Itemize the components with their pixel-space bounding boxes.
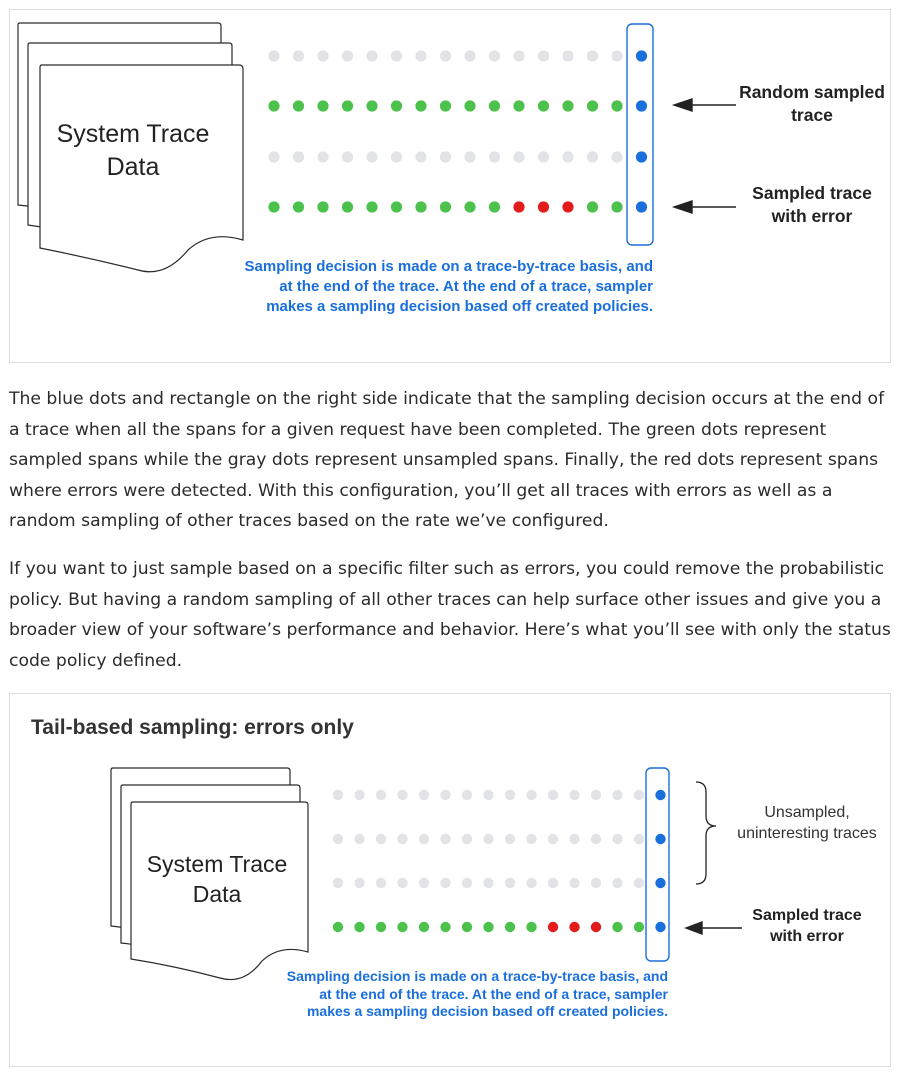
gray-span-dot — [440, 790, 450, 800]
gray-span-dot — [317, 50, 328, 61]
gray-span-dot — [397, 878, 407, 888]
green-span-dot — [505, 922, 515, 932]
gray-span-dot — [293, 151, 304, 162]
gray-span-dot — [489, 151, 500, 162]
green-span-dot — [440, 100, 451, 111]
trace-rows — [268, 50, 647, 212]
gray-span-dot — [419, 790, 429, 800]
gray-span-dot — [268, 50, 279, 61]
gray-span-dot — [538, 151, 549, 162]
curly-brace — [696, 782, 716, 884]
gray-span-dot — [333, 878, 343, 888]
gray-span-dot — [366, 151, 377, 162]
green-span-dot — [268, 201, 279, 212]
green-span-dot — [419, 922, 429, 932]
green-span-dot — [440, 922, 450, 932]
gray-span-dot — [634, 790, 644, 800]
gray-span-dot — [483, 790, 493, 800]
gray-span-dot — [415, 151, 426, 162]
gray-span-dot — [440, 834, 450, 844]
gray-span-dot — [464, 50, 475, 61]
gray-span-dot — [317, 151, 328, 162]
green-span-dot — [366, 100, 377, 111]
blue-span-dot — [636, 100, 647, 111]
green-span-dot — [440, 201, 451, 212]
green-span-dot — [333, 922, 343, 932]
green-span-dot — [587, 201, 598, 212]
doc-label: System Trace Data — [146, 851, 288, 907]
green-span-dot — [391, 201, 402, 212]
red-span-dot — [569, 922, 579, 932]
trace-rows — [333, 790, 666, 932]
gray-span-dot — [591, 790, 601, 800]
gray-span-dot — [419, 834, 429, 844]
gray-span-dot — [268, 151, 279, 162]
paragraph-errors-only: If you want to just sample based on a specific filter such as errors, you could remove the probabilistic policy. But having a random sampling of all other traces can help surface other issues and give you a broader view of your software’s performance and behavior. Here’s what you’ll see with only the status code policy defined. — [9, 559, 891, 671]
gray-span-dot — [634, 834, 644, 844]
gray-span-dot — [526, 790, 536, 800]
diagram-errors-only — [9, 693, 891, 1067]
gray-span-dot — [569, 878, 579, 888]
green-span-dot — [562, 100, 573, 111]
green-span-dot — [611, 201, 622, 212]
gray-span-dot — [464, 151, 475, 162]
gray-span-dot — [538, 50, 549, 61]
green-span-dot — [526, 922, 536, 932]
label-sampled-trace-with-error: Sampled trace with error — [752, 907, 862, 945]
green-span-dot — [342, 201, 353, 212]
gray-span-dot — [548, 834, 558, 844]
gray-span-dot — [612, 834, 622, 844]
red-span-dot — [513, 201, 524, 212]
red-span-dot — [562, 201, 573, 212]
gray-span-dot — [591, 834, 601, 844]
gray-span-dot — [483, 834, 493, 844]
green-span-dot — [415, 201, 426, 212]
gray-span-dot — [489, 50, 500, 61]
green-span-dot — [317, 201, 328, 212]
gray-span-dot — [569, 790, 579, 800]
gray-span-dot — [440, 151, 451, 162]
gray-span-dot — [562, 50, 573, 61]
gray-span-dot — [548, 790, 558, 800]
green-span-dot — [462, 922, 472, 932]
sampling-decision-note: Sampling decision is made on a trace-by-trace basis, and at the end of the trace. At the end of a trace, sampler makes a sampling decision based off created policies. — [244, 258, 653, 315]
green-span-dot — [483, 922, 493, 932]
gray-span-dot — [569, 834, 579, 844]
gray-span-dot — [505, 790, 515, 800]
gray-span-dot — [376, 878, 386, 888]
gray-span-dot — [562, 151, 573, 162]
green-span-dot — [293, 201, 304, 212]
green-span-dot — [415, 100, 426, 111]
green-span-dot — [489, 100, 500, 111]
doc-label: System Trace Data — [56, 120, 210, 181]
gray-span-dot — [415, 50, 426, 61]
gray-span-dot — [526, 878, 536, 888]
gray-span-dot — [611, 151, 622, 162]
label-random-sampled-trace: Random sampled trace — [739, 82, 885, 125]
red-span-dot — [538, 201, 549, 212]
green-span-dot — [464, 100, 475, 111]
green-span-dot — [317, 100, 328, 111]
green-span-dot — [513, 100, 524, 111]
green-span-dot — [342, 100, 353, 111]
green-span-dot — [611, 100, 622, 111]
gray-span-dot — [354, 790, 364, 800]
arrow-left-icon — [674, 201, 692, 213]
green-span-dot — [268, 100, 279, 111]
gray-span-dot — [342, 50, 353, 61]
gray-span-dot — [611, 50, 622, 61]
label-sampled-trace-with-error: Sampled trace with error — [752, 183, 872, 226]
green-span-dot — [366, 201, 377, 212]
gray-span-dot — [354, 878, 364, 888]
gray-span-dot — [366, 50, 377, 61]
green-span-dot — [612, 922, 622, 932]
gray-span-dot — [526, 834, 536, 844]
arrow-random — [674, 99, 736, 111]
arrow-left-icon — [674, 99, 692, 111]
arrow-error — [686, 922, 742, 934]
gray-span-dot — [440, 878, 450, 888]
gray-span-dot — [342, 151, 353, 162]
gray-span-dot — [505, 878, 515, 888]
arrow-error — [674, 201, 736, 213]
gray-span-dot — [513, 151, 524, 162]
gray-span-dot — [587, 50, 598, 61]
green-span-dot — [489, 201, 500, 212]
blue-span-dot — [636, 201, 647, 212]
gray-span-dot — [462, 834, 472, 844]
green-span-dot — [293, 100, 304, 111]
gray-span-dot — [376, 790, 386, 800]
gray-span-dot — [612, 878, 622, 888]
gray-span-dot — [513, 50, 524, 61]
green-span-dot — [587, 100, 598, 111]
blue-span-dot — [636, 50, 647, 61]
gray-span-dot — [462, 790, 472, 800]
diagram-title: Tail-based sampling: errors only — [31, 716, 354, 739]
blue-span-dot — [655, 922, 665, 932]
green-span-dot — [538, 100, 549, 111]
arrow-left-icon — [686, 922, 702, 934]
gray-span-dot — [397, 790, 407, 800]
green-span-dot — [397, 922, 407, 932]
paragraph-explanation: The blue dots and rectangle on the right side indicate that the sampling decision occurs at the end of a trace when all the spans for a given request have been completed. The green dots represent sampled spans while the gray dots represent unsampled spans. Finally, the red dots represent spans where errors were detected. With this configuration, you’ll get all traces with errors as well as a random sampling of other traces based on the rate we’ve configured. — [9, 389, 885, 531]
green-span-dot — [376, 922, 386, 932]
gray-span-dot — [391, 151, 402, 162]
green-span-dot — [464, 201, 475, 212]
blue-span-dot — [655, 834, 665, 844]
gray-span-dot — [333, 790, 343, 800]
gray-span-dot — [462, 878, 472, 888]
sampling-decision-note: Sampling decision is made on a trace-by-trace basis, and at the end of the trace. At the end of a trace, sampler makes a sampling decision based off created policies. — [286, 968, 668, 1019]
gray-span-dot — [634, 878, 644, 888]
gray-span-dot — [587, 151, 598, 162]
gray-span-dot — [391, 50, 402, 61]
gray-span-dot — [612, 790, 622, 800]
gray-span-dot — [419, 878, 429, 888]
blue-span-dot — [655, 878, 665, 888]
green-span-dot — [634, 922, 644, 932]
green-span-dot — [391, 100, 402, 111]
gray-span-dot — [591, 878, 601, 888]
gray-span-dot — [505, 834, 515, 844]
gray-span-dot — [376, 834, 386, 844]
blue-span-dot — [636, 151, 647, 162]
green-span-dot — [354, 922, 364, 932]
red-span-dot — [591, 922, 601, 932]
gray-span-dot — [333, 834, 343, 844]
gray-span-dot — [483, 878, 493, 888]
red-span-dot — [548, 922, 558, 932]
diagram-all-traces — [9, 9, 891, 363]
gray-span-dot — [397, 834, 407, 844]
gray-span-dot — [440, 50, 451, 61]
gray-span-dot — [354, 834, 364, 844]
gray-span-dot — [548, 878, 558, 888]
gray-span-dot — [293, 50, 304, 61]
blue-span-dot — [655, 790, 665, 800]
label-unsampled-traces: Unsampled, uninteresting traces — [737, 804, 877, 842]
